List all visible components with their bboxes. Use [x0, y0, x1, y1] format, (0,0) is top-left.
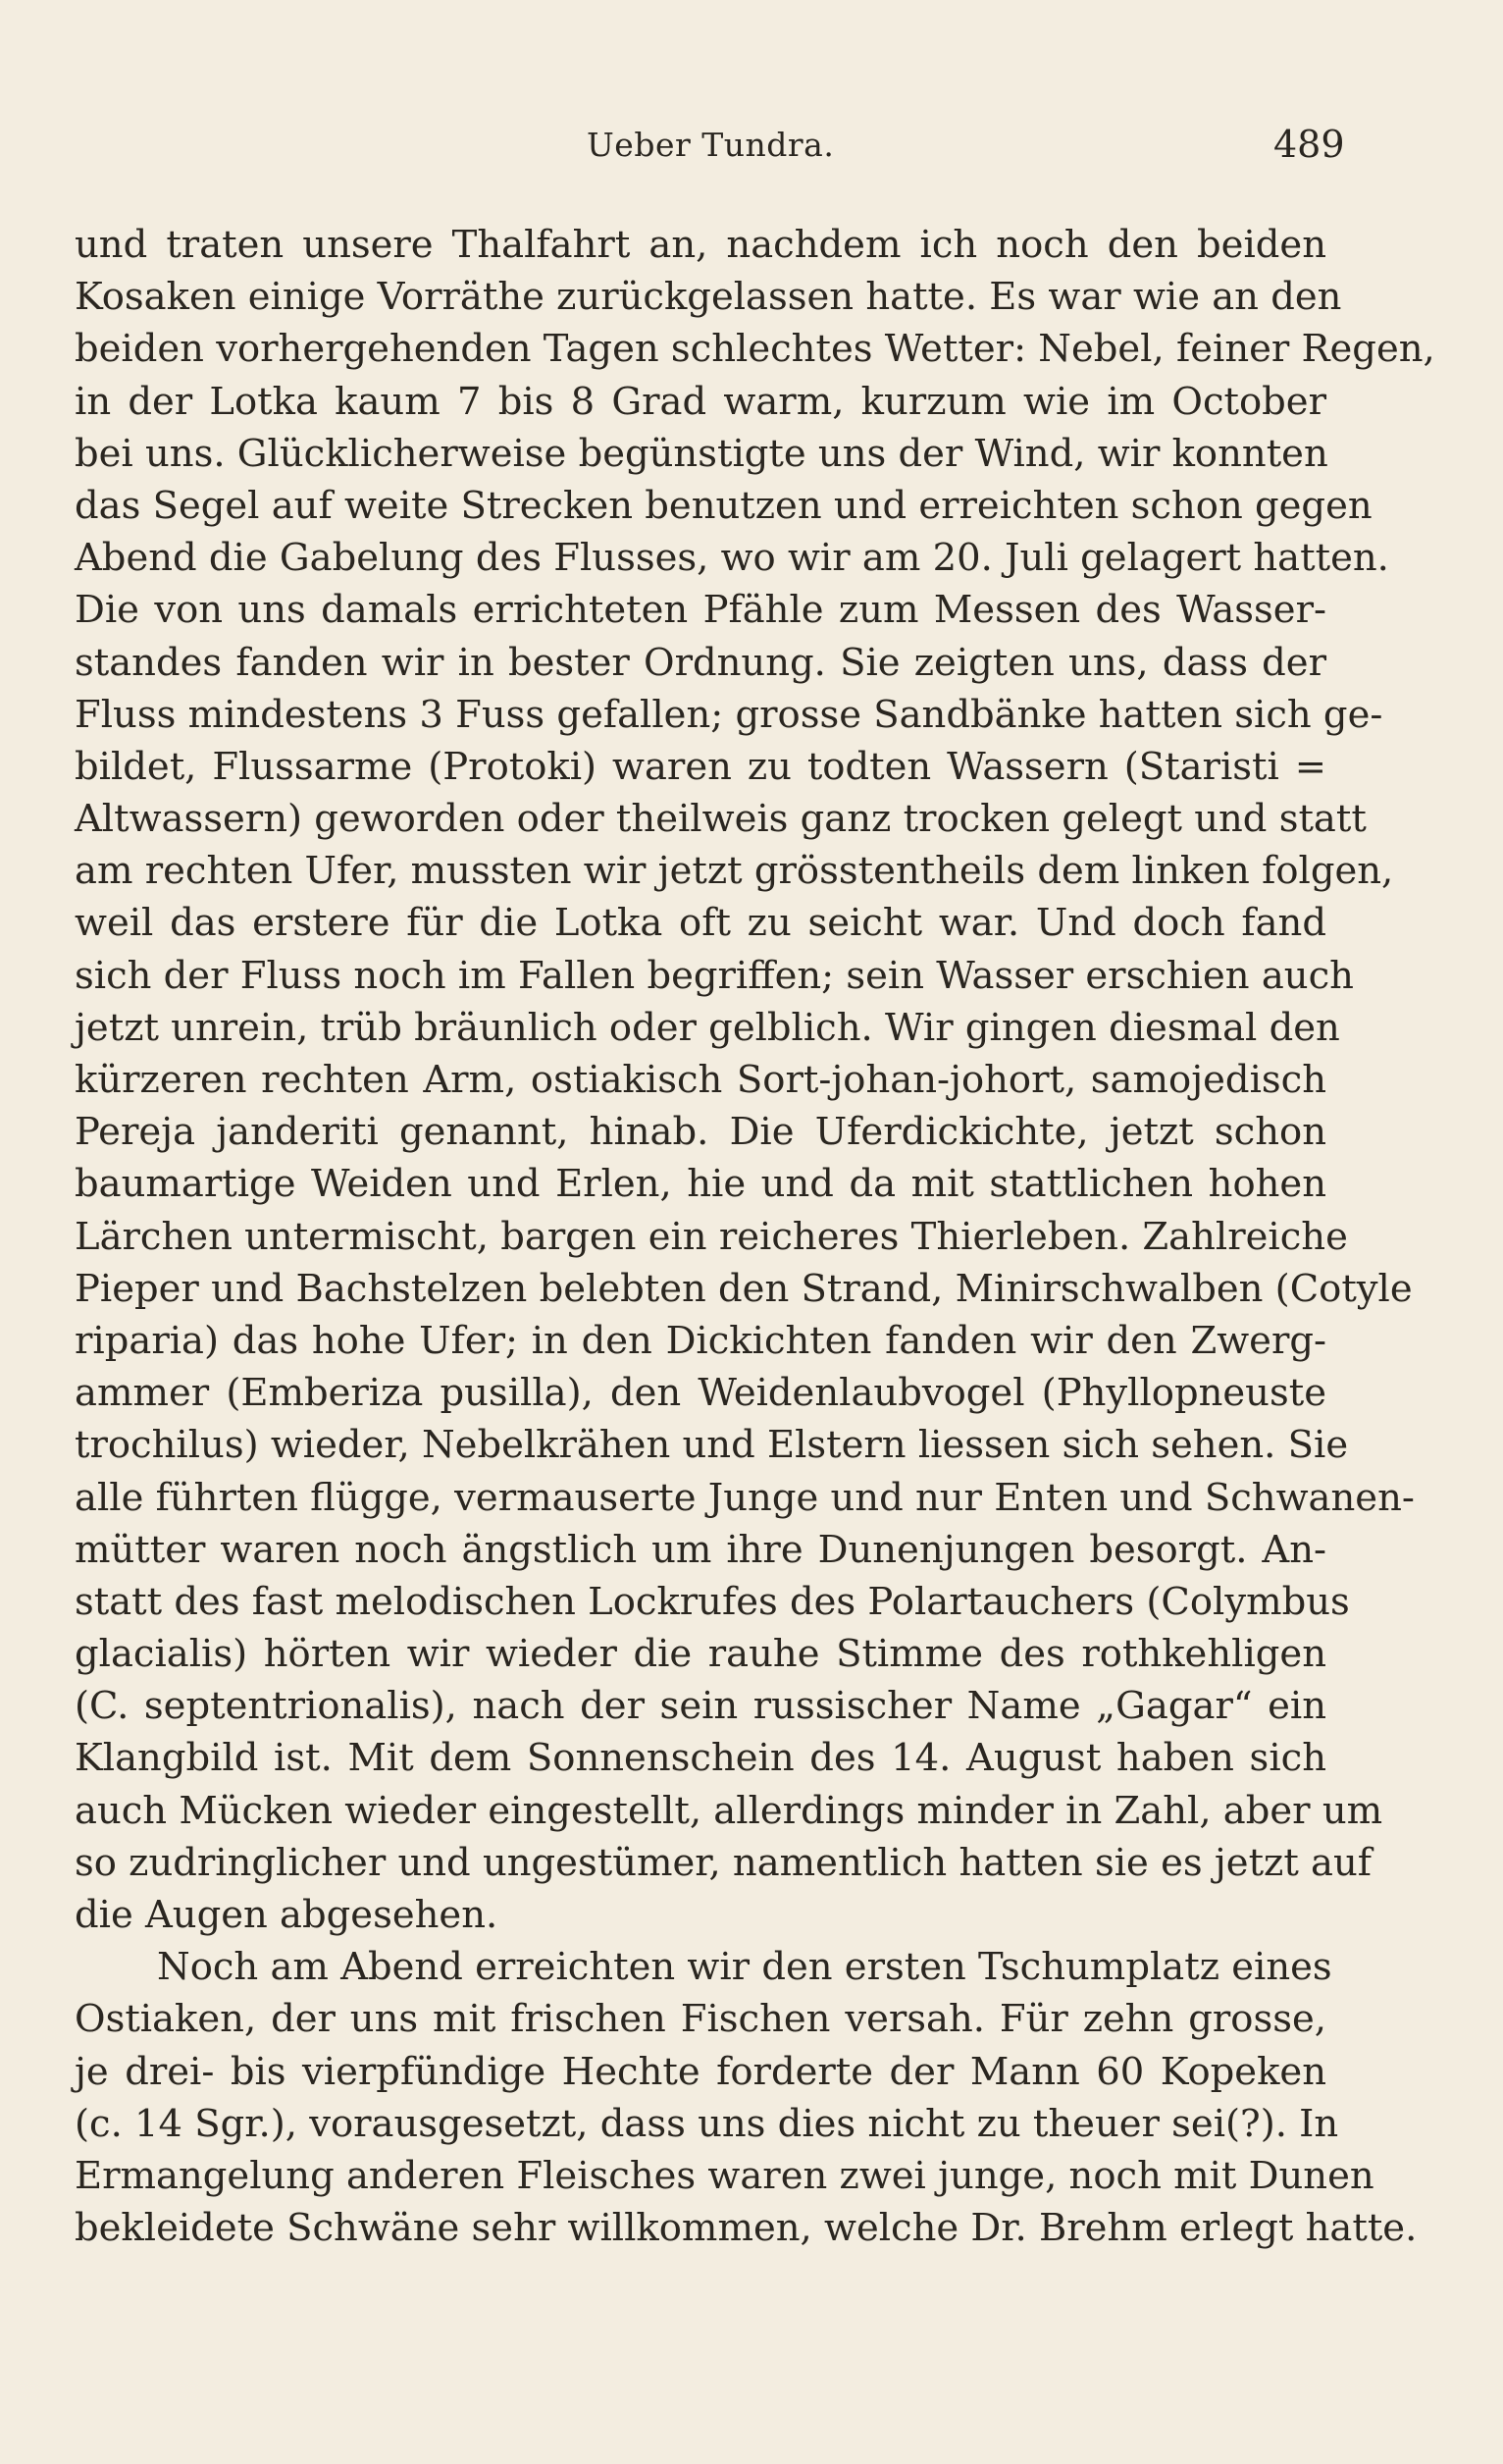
- text-line: Klangbild ist. Mit dem Sonnenschein des 14. August haben sich: [75, 1736, 1326, 1781]
- text-line: je drei- bis vierpfündige Hechte forderte der Mann 60 Kopeken: [75, 2049, 1326, 2094]
- text-line: das Segel auf weite Strecken benutzen und erreichten schon gegen: [75, 483, 1373, 528]
- text-line: so zudringlicher und ungestümer, namentlich hatten sie es jetzt auf: [75, 1840, 1373, 1885]
- text-line: bei uns. Glücklicherweise begünstigte uns der Wind, wir konnten: [75, 431, 1328, 476]
- text-line: ammer (Emberiza pusilla), den Weidenlaubvogel (Phyllopneuste: [75, 1371, 1326, 1416]
- text-line: Lärchen untermischt, bargen ein reicheres Thierleben. Zahlreiche: [75, 1214, 1348, 1259]
- text-line: (C. septentrionalis), nach der sein russischer Name „Gagar“ ein: [75, 1684, 1326, 1729]
- text-line: Ostiaken, der uns mit frischen Fischen versah. Für zehn grosse,: [75, 1997, 1326, 2042]
- text-line: Abend die Gabelung des Flusses, wo wir am 20. Juli gelagert hatten.: [75, 536, 1389, 581]
- text-line: Pereja janderiti genannt, hinab. Die Uferdickichte, jetzt schon: [75, 1110, 1326, 1155]
- text-line: Kosaken einige Vorräthe zurückgelassen hatte. Es war wie an den: [75, 275, 1342, 320]
- text-line: sich der Fluss noch im Fallen begriffen; sein Wasser erschien auch: [75, 953, 1354, 998]
- text-line: Altwassern) geworden oder theilweis ganz trocken gelegt und statt: [75, 797, 1367, 842]
- body-text: [75, 219, 1435, 2254]
- text-line: die Augen abgesehen.: [75, 1893, 498, 1937]
- text-line: baumartige Weiden und Erlen, hie und da mit stattlichen hohen: [75, 1162, 1326, 1207]
- text-line: standes fanden wir in bester Ordnung. Sie zeigten uns, dass der: [75, 640, 1326, 685]
- text-line: auch Mücken wieder eingestellt, allerdings minder in Zahl, aber um: [75, 1788, 1383, 1833]
- text-line: Die von uns damals errichteten Pfähle zum Messen des Wasser-: [75, 588, 1326, 633]
- text-line: Ermangelung anderen Fleisches waren zwei junge, noch mit Dunen: [75, 2153, 1374, 2198]
- text-line: beiden vorhergehenden Tagen schlechtes Wetter: Nebel, feiner Regen,: [75, 327, 1435, 372]
- text-line: (c. 14 Sgr.), vorausgesetzt, dass uns dies nicht zu theuer sei(?). In: [75, 2101, 1339, 2146]
- text-line: Noch am Abend erreichten wir den ersten Tschumplatz eines: [157, 1945, 1332, 1990]
- text-line: alle führten flügge, vermauserte Junge und nur Enten und Schwanen-: [75, 1475, 1415, 1520]
- paragraph: [75, 1941, 1418, 2254]
- page-number: 489: [1273, 123, 1345, 166]
- text-line: in der Lotka kaum 7 bis 8 Grad warm, kurzum wie im October: [75, 379, 1326, 424]
- text-line: Fluss mindestens 3 Fuss gefallen; grosse Sandbänke hatten sich ge-: [75, 692, 1383, 737]
- text-line: kürzeren rechten Arm, ostiakisch Sort-johan-johort, samojedisch: [75, 1058, 1326, 1102]
- running-head: Ueber Tundra.: [587, 126, 835, 164]
- text-line: statt des fast melodischen Lockrufes des Polartauchers (Colymbus: [75, 1579, 1350, 1624]
- text-line: trochilus) wieder, Nebelkrähen und Elstern liessen sich sehen. Sie: [75, 1423, 1349, 1468]
- text-line: mütter waren noch ängstlich um ihre Dunenjungen besorgt. An-: [75, 1527, 1326, 1572]
- paragraph: [75, 219, 1435, 1941]
- text-line: Pieper und Bachstelzen belebten den Strand, Minirschwalben (Cotyle: [75, 1266, 1413, 1311]
- text-line: weil das erstere für die Lotka oft zu seicht war. Und doch fand: [75, 901, 1326, 946]
- text-line: glacialis) hörten wir wieder die rauhe Stimme des rothkehligen: [75, 1632, 1326, 1677]
- text-line: bildet, Flussarme (Protoki) waren zu todten Wassern (Staristi =: [75, 744, 1326, 789]
- text-line: riparia) das hohe Ufer; in den Dickichten fanden wir den Zwerg-: [75, 1318, 1326, 1363]
- text-line: jetzt unrein, trüb bräunlich oder gelblich. Wir gingen diesmal den: [75, 1005, 1340, 1050]
- text-line: und traten unsere Thalfahrt an, nachdem ich noch den beiden: [75, 223, 1326, 267]
- text-line: bekleidete Schwäne sehr willkommen, welche Dr. Brehm erlegt hatte.: [75, 2206, 1418, 2251]
- text-line: am rechten Ufer, mussten wir jetzt grösstentheils dem linken folgen,: [75, 849, 1394, 894]
- page-header: [0, 123, 1503, 175]
